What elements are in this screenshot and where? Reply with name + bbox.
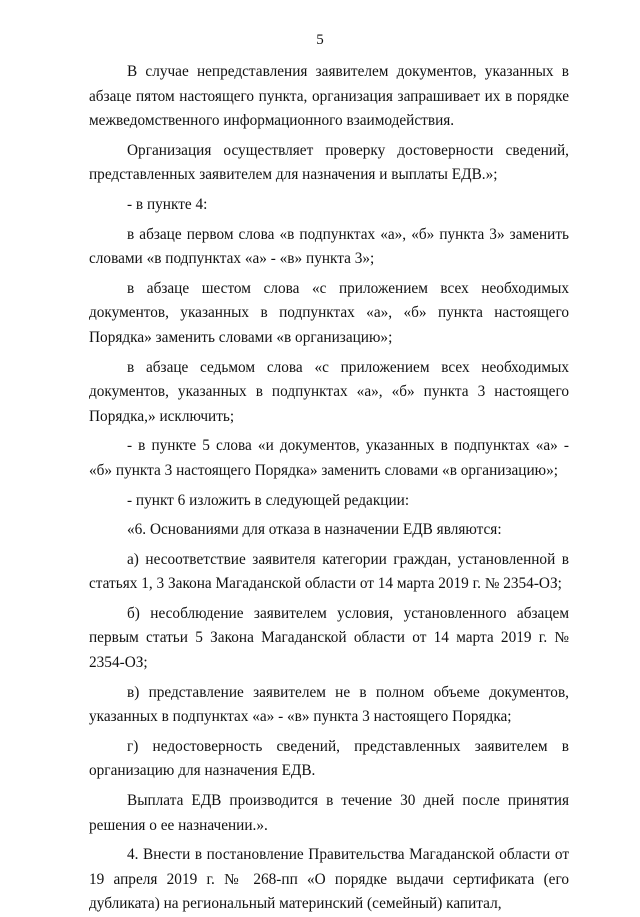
page-number: 5 — [316, 32, 324, 48]
document-body — [89, 60, 569, 917]
paragraph: г) недостоверность сведений, представленных заявителем в организацию для назначения ЕДВ. — [89, 737, 569, 780]
paragraph: Выплата ЕДВ производится в течение 30 дней после принятия решения о ее назначении.». — [89, 792, 569, 834]
paragraph: - в пункте 4: — [127, 195, 208, 213]
paragraph: «6. Основаниями для отказа в назначении ЕДВ являются: — [127, 521, 502, 539]
paragraph: б) несоблюдение заявителем условия, установленного абзацем первым статьи 5 Закона Магаданской области от 14 марта 2019 г. № 2354-ОЗ; — [89, 604, 569, 672]
paragraph: в) представление заявителем не в полном объеме документов, указанных в подпунктах «а» - «в» пункта 3 настоящего Порядка; — [89, 683, 569, 726]
paragraph: в абзаце седьмом слова «с приложением всех необходимых документов, указанных в подпунктах «а», «б» пункта 3 настоящего Порядка,» исключить; — [89, 358, 569, 425]
paragraph: - в пункте 5 слова «и документов, указанных в подпунктах «а» - «б» пункта 3 настоящего Порядка» заменить словами «в организацию»; — [89, 437, 569, 479]
paragraph: 4. Внести в постановление Правительства Магаданской области от 19 апреля 2019 г. № 268-пп «О порядке выдачи сертификата (его дубликата) на региональный материнский (семейный) капитал, — [89, 846, 569, 913]
paragraph: - пункт 6 изложить в следующей редакции: — [127, 491, 410, 509]
paragraph: Организация осуществляет проверку достоверности сведений, представленных заявителем для назначения и выплаты ЕДВ.»; — [89, 141, 569, 184]
paragraph: в абзаце шестом слова «с приложением всех необходимых документов, указанных в подпунктах «а», «б» пункта настоящего Порядка» заменить словами «в организацию»; — [89, 279, 569, 346]
paragraph: а) несоответствие заявителя категории граждан, установленной в статьях 1, 3 Закона Магаданской области от 14 марта 2019 г. № 2354-ОЗ; — [89, 550, 569, 593]
paragraph: В случае непредставления заявителем документов, указанных в абзаце пятом настоящего пункта, организация запрашивает их в порядке межведомственного информационного взаимодействия. — [89, 63, 569, 130]
paragraph: в абзаце первом слова «в подпунктах «а», «б» пункта 3» заменить словами «в подпунктах «а» - «в» пункта 3»; — [89, 225, 569, 268]
